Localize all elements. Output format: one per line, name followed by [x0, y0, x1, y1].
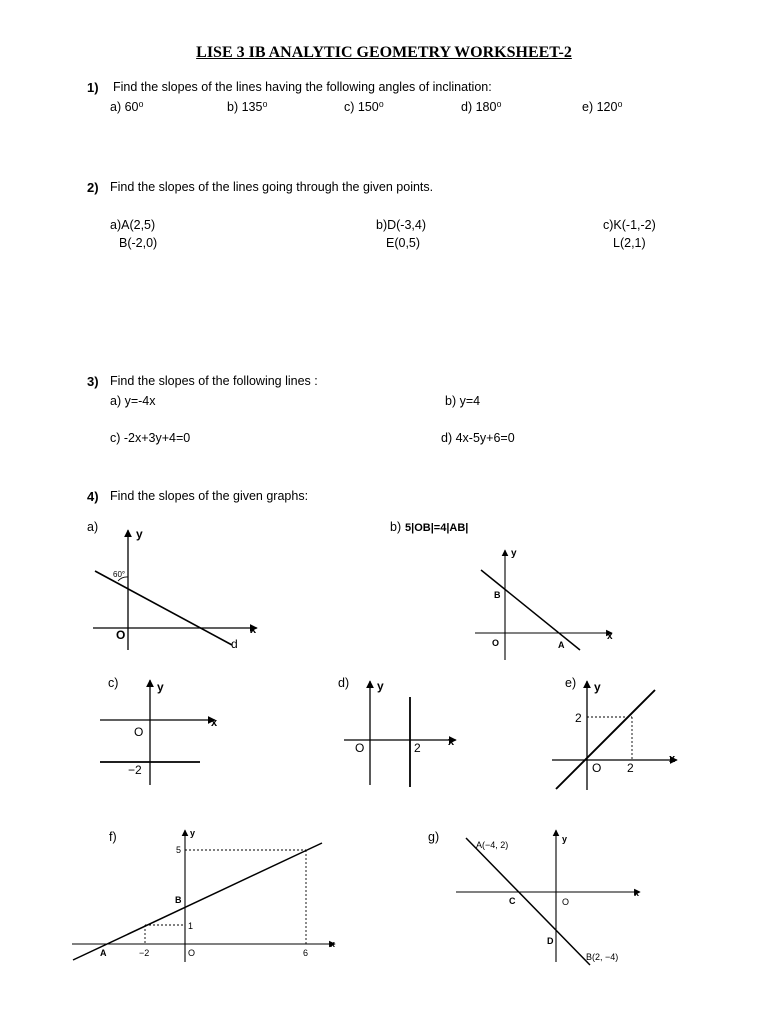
graph-a-label: a): [87, 520, 99, 534]
q2-pair-c-point2: L(2,1): [613, 236, 646, 250]
q2-pair-b-point1: b)D(-3,4): [376, 218, 427, 232]
graph-f-one: 1: [188, 921, 194, 931]
q1-option-c: c) 150⁰: [344, 100, 384, 114]
graph-a-x-label: x: [250, 624, 257, 636]
graph-b-x-label: x: [607, 631, 613, 642]
graph-c-value: −2: [128, 763, 142, 777]
graph-a-y-label: y: [136, 527, 143, 541]
graph-g-y-label: y: [562, 834, 568, 844]
q2-pair-c-point1: c)K(-1,-2): [603, 218, 656, 232]
graph-a-origin-label: O: [116, 628, 126, 642]
graph-d-label: d): [338, 676, 350, 690]
graph-b-condition: 5|OB|=4|AB|: [405, 522, 469, 534]
graph-f-six: 6: [303, 948, 309, 958]
graph-g-origin: O: [562, 897, 570, 907]
graph-b-origin: O: [492, 638, 500, 648]
q3-option-b: b) y=4: [445, 394, 481, 408]
graph-b-y-label: y: [511, 548, 517, 559]
graph-b-label: b): [390, 520, 402, 534]
graph-f-label: f): [109, 830, 117, 844]
q1-text: Find the slopes of the lines having the following angles of inclination:: [113, 80, 492, 94]
graph-b-point-b: B: [494, 590, 501, 600]
graph-g-label: g): [428, 830, 440, 844]
q1-option-e: e) 120⁰: [582, 100, 623, 114]
q1-option-d: d) 180⁰: [461, 100, 502, 114]
q2-pair-b-point2: E(0,5): [386, 236, 421, 250]
graph-c-y-label: y: [157, 680, 164, 694]
graph-d-value: 2: [414, 741, 421, 755]
graph-a-angle-label: 60°: [113, 570, 126, 579]
graph-d-origin: O: [355, 741, 365, 755]
q2-number: 2): [87, 180, 99, 195]
q4-text: Find the slopes of the given graphs:: [110, 489, 309, 503]
graph-g-x-label: x: [634, 888, 640, 898]
graph-f-point-b: B: [175, 895, 182, 905]
q1-option-b: b) 135⁰: [227, 100, 268, 114]
graph-f-x-label: x: [330, 939, 336, 949]
q2-pair-a-point2: B(-2,0): [119, 236, 158, 250]
graph-f-y-label: y: [190, 828, 196, 838]
graph-f-point-a: A: [100, 948, 107, 958]
graph-g-line: [466, 838, 590, 965]
graph-f-origin: O: [188, 948, 196, 958]
q3-option-a: a) y=-4x: [110, 394, 156, 408]
graph-e-x-label: x: [669, 753, 676, 765]
q1-option-a: a) 60⁰: [110, 100, 144, 114]
graph-g-point-d: D: [547, 936, 554, 946]
graph-e-y-label: y: [594, 680, 601, 694]
graph-e-label: e): [565, 676, 577, 690]
q3-number: 3): [87, 374, 99, 389]
graph-f-five: 5: [176, 845, 182, 855]
worksheet-title: LISE 3 IB ANALYTIC GEOMETRY WORKSHEET-2: [196, 44, 572, 61]
q2-text: Find the slopes of the lines going through the given points.: [110, 180, 434, 194]
q2-pair-a-point1: a)A(2,5): [110, 218, 156, 232]
graph-e-x-value: 2: [627, 761, 634, 775]
q4-number: 4): [87, 489, 99, 504]
graph-f-neg2: −2: [139, 948, 150, 958]
graph-e-origin: O: [592, 761, 602, 775]
q3-text: Find the slopes of the following lines :: [110, 374, 318, 388]
q1-number: 1): [87, 80, 99, 95]
q3-option-c: c) -2x+3y+4=0: [110, 431, 191, 445]
graph-g-point-a: A(−4, 2): [476, 840, 509, 850]
graph-g-point-b: B(2, −4): [586, 952, 619, 962]
graph-e-y-value: 2: [575, 711, 582, 725]
graph-c-origin: O: [134, 725, 144, 739]
graph-b-point-a: A: [558, 640, 565, 650]
graph-g-point-c: C: [509, 896, 516, 906]
graph-d-x-label: x: [448, 736, 455, 748]
graph-a-line-label: d: [231, 637, 238, 651]
graph-d-y-label: y: [377, 679, 384, 693]
graph-c-label: c): [108, 676, 119, 690]
graph-c-x-label: x: [211, 717, 218, 729]
q3-option-d: d) 4x-5y+6=0: [441, 431, 515, 445]
